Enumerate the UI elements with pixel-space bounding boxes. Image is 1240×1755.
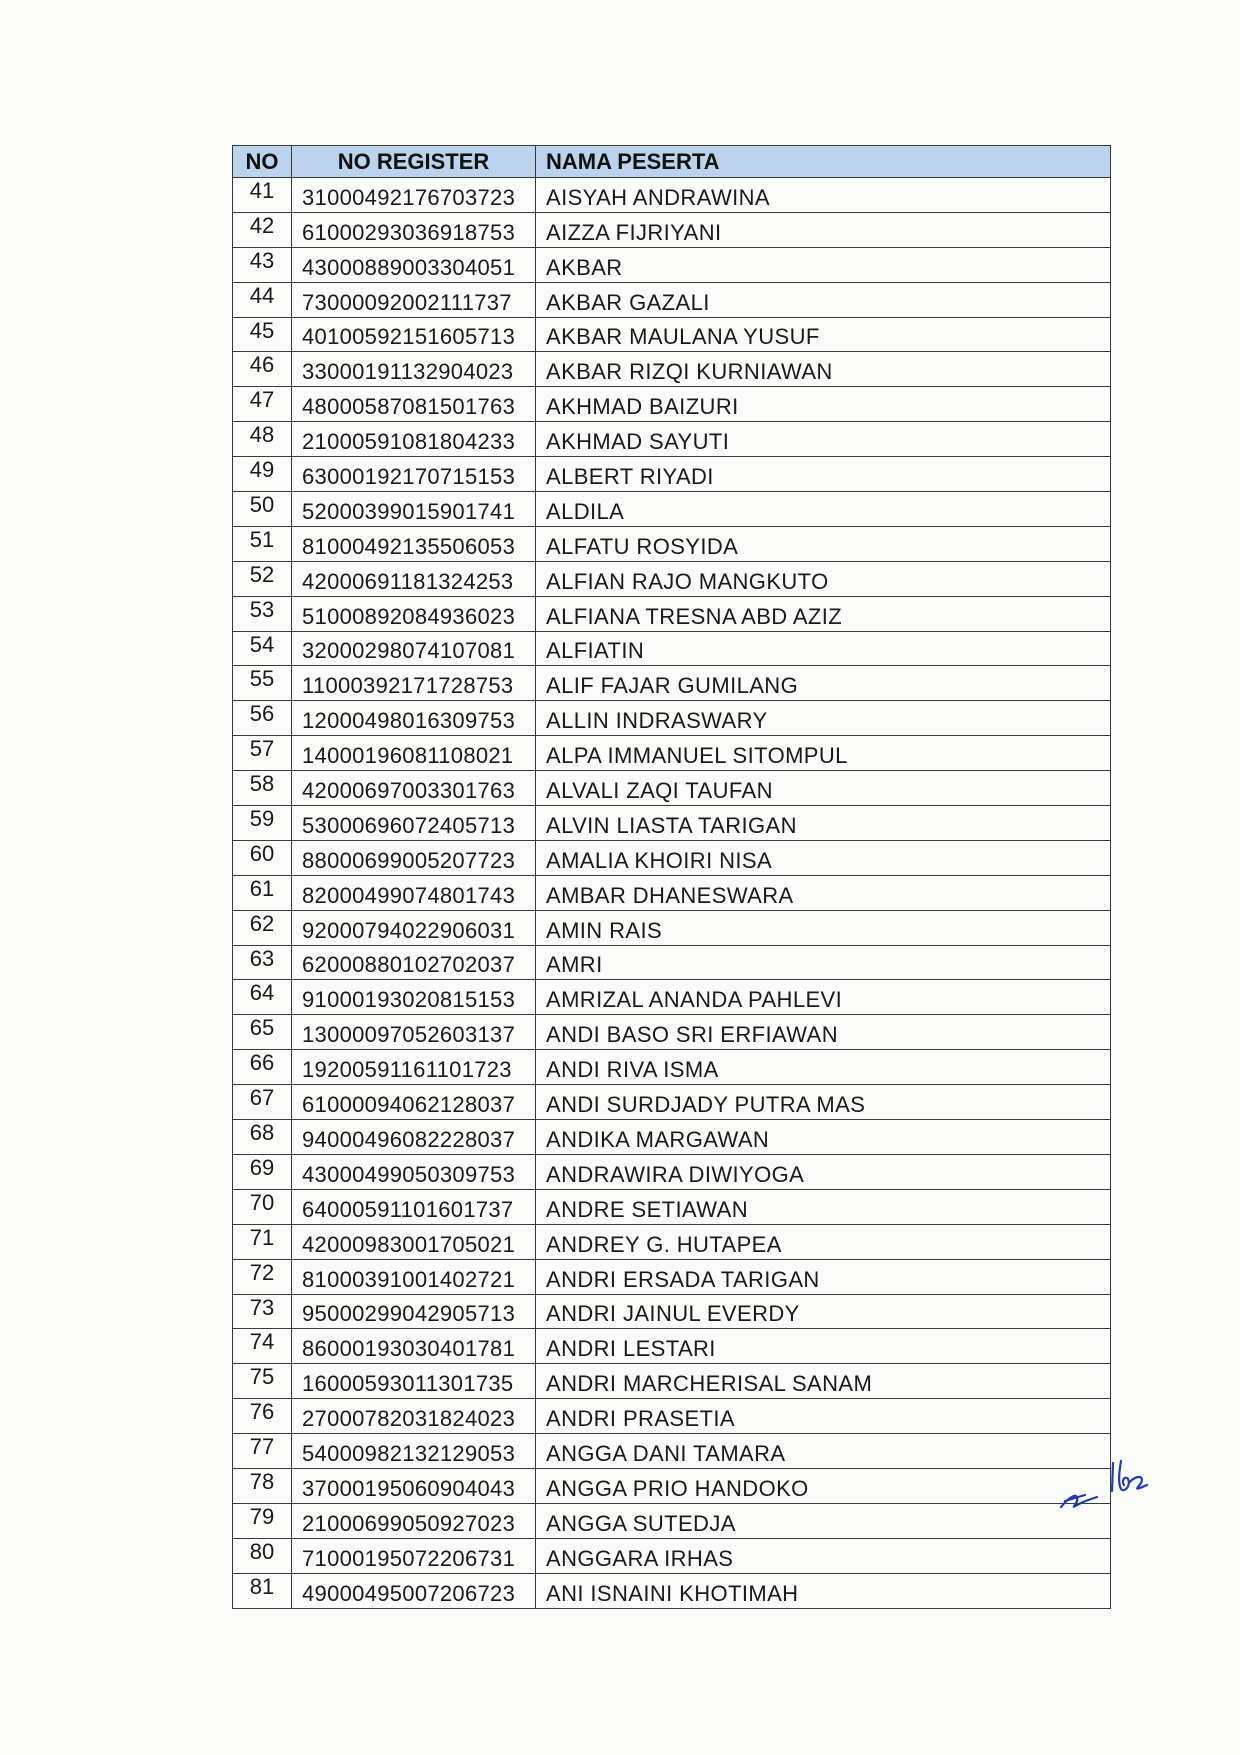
header-no: NO <box>233 146 292 178</box>
table-row <box>233 1120 1111 1155</box>
table-row <box>233 736 1111 771</box>
table-row <box>233 771 1111 806</box>
row-register: 43000889003304051 <box>292 247 536 282</box>
row-name: ANDRI ERSADA TARIGAN <box>536 1259 1111 1294</box>
table-row <box>233 1154 1111 1189</box>
row-no: 58 <box>233 771 292 806</box>
row-register: 37000195060904043 <box>292 1468 536 1503</box>
row-name: ALFIANA TRESNA ABD AZIZ <box>536 596 1111 631</box>
table-row <box>233 1224 1111 1259</box>
row-name: ANDRI PRASETIA <box>536 1399 1111 1434</box>
row-no: 43 <box>233 247 292 282</box>
row-no: 45 <box>233 317 292 352</box>
row-name: AMRI <box>536 945 1111 980</box>
row-no: 73 <box>233 1294 292 1329</box>
row-no: 80 <box>233 1538 292 1573</box>
table-row <box>233 631 1111 666</box>
row-name: ANDRI JAINUL EVERDY <box>536 1294 1111 1329</box>
row-name: AKBAR GAZALI <box>536 282 1111 317</box>
table-row <box>233 945 1111 980</box>
row-name: AKBAR MAULANA YUSUF <box>536 317 1111 352</box>
row-no: 60 <box>233 840 292 875</box>
table-row <box>233 1329 1111 1364</box>
row-no: 44 <box>233 282 292 317</box>
row-no: 46 <box>233 352 292 387</box>
row-register: 82000499074801743 <box>292 875 536 910</box>
row-no: 51 <box>233 526 292 561</box>
table-row <box>233 457 1111 492</box>
row-name: AMIN RAIS <box>536 910 1111 945</box>
row-no: 47 <box>233 387 292 422</box>
row-register: 54000982132129053 <box>292 1434 536 1469</box>
row-register: 91000193020815153 <box>292 980 536 1015</box>
table-row <box>233 492 1111 527</box>
row-register: 19200591161101723 <box>292 1050 536 1085</box>
row-register: 13000097052603137 <box>292 1015 536 1050</box>
table-row <box>233 1189 1111 1224</box>
row-no: 81 <box>233 1573 292 1608</box>
row-name: AMRIZAL ANANDA PAHLEVI <box>536 980 1111 1015</box>
table-row <box>233 596 1111 631</box>
row-register: 61000094062128037 <box>292 1085 536 1120</box>
table-row <box>233 1364 1111 1399</box>
row-register: 48000587081501763 <box>292 387 536 422</box>
header-name: NAMA PESERTA <box>536 146 1111 178</box>
row-name: ALFIATIN <box>536 631 1111 666</box>
table-row <box>233 980 1111 1015</box>
row-register: 42000983001705021 <box>292 1224 536 1259</box>
row-register: 42000691181324253 <box>292 561 536 596</box>
row-name: AMALIA KHOIRI NISA <box>536 840 1111 875</box>
row-register: 11000392171728753 <box>292 666 536 701</box>
row-name: ALFATU ROSYIDA <box>536 526 1111 561</box>
row-no: 56 <box>233 701 292 736</box>
row-register: 21000591081804233 <box>292 422 536 457</box>
row-register: 21000699050927023 <box>292 1503 536 1538</box>
row-name: AMBAR DHANESWARA <box>536 875 1111 910</box>
row-register: 12000498016309753 <box>292 701 536 736</box>
row-no: 75 <box>233 1364 292 1399</box>
row-no: 49 <box>233 457 292 492</box>
row-name: ANDI SURDJADY PUTRA MAS <box>536 1085 1111 1120</box>
row-register: 61000293036918753 <box>292 212 536 247</box>
row-register: 71000195072206731 <box>292 1538 536 1573</box>
table-row <box>233 1434 1111 1469</box>
row-register: 62000880102702037 <box>292 945 536 980</box>
row-register: 88000699005207723 <box>292 840 536 875</box>
row-name: ANDRAWIRA DIWIYOGA <box>536 1154 1111 1189</box>
row-no: 54 <box>233 631 292 666</box>
row-name: ANGGA SUTEDJA <box>536 1503 1111 1538</box>
row-name: ANGGA DANI TAMARA <box>536 1434 1111 1469</box>
table-row <box>233 1085 1111 1120</box>
row-name: ANGGARA IRHAS <box>536 1538 1111 1573</box>
row-name: ALDILA <box>536 492 1111 527</box>
row-no: 69 <box>233 1154 292 1189</box>
row-register: 53000696072405713 <box>292 806 536 841</box>
row-no: 59 <box>233 806 292 841</box>
table-row <box>233 282 1111 317</box>
row-register: 86000193030401781 <box>292 1329 536 1364</box>
row-no: 74 <box>233 1329 292 1364</box>
row-name: ANDRI MARCHERISAL SANAM <box>536 1364 1111 1399</box>
row-name: ANDREY G. HUTAPEA <box>536 1224 1111 1259</box>
table-row <box>233 317 1111 352</box>
table-row <box>233 422 1111 457</box>
row-register: 81000492135506053 <box>292 526 536 561</box>
table-row <box>233 247 1111 282</box>
row-register: 94000496082228037 <box>292 1120 536 1155</box>
row-name: AKHMAD SAYUTI <box>536 422 1111 457</box>
row-name: ANDI BASO SRI ERFIAWAN <box>536 1015 1111 1050</box>
row-no: 62 <box>233 910 292 945</box>
row-name: AKBAR <box>536 247 1111 282</box>
row-no: 52 <box>233 561 292 596</box>
row-no: 70 <box>233 1189 292 1224</box>
table-row <box>233 526 1111 561</box>
row-no: 42 <box>233 212 292 247</box>
table-row <box>233 1573 1111 1608</box>
row-name: ALBERT RIYADI <box>536 457 1111 492</box>
row-name: ANDIKA MARGAWAN <box>536 1120 1111 1155</box>
row-register: 95000299042905713 <box>292 1294 536 1329</box>
participant-table <box>232 145 1111 1609</box>
row-no: 61 <box>233 875 292 910</box>
table-row <box>233 1399 1111 1434</box>
row-register: 33000191132904023 <box>292 352 536 387</box>
table-row <box>233 561 1111 596</box>
table-row <box>233 1015 1111 1050</box>
row-register: 31000492176703723 <box>292 178 536 213</box>
row-register: 63000192170715153 <box>292 457 536 492</box>
row-name: ALFIAN RAJO MANGKUTO <box>536 561 1111 596</box>
row-no: 64 <box>233 980 292 1015</box>
table-row <box>233 701 1111 736</box>
table-row <box>233 352 1111 387</box>
row-name: ALVALI ZAQI TAUFAN <box>536 771 1111 806</box>
row-no: 48 <box>233 422 292 457</box>
row-no: 55 <box>233 666 292 701</box>
row-name: ANDRI LESTARI <box>536 1329 1111 1364</box>
row-no: 68 <box>233 1120 292 1155</box>
table-row <box>233 212 1111 247</box>
row-name: ALPA IMMANUEL SITOMPUL <box>536 736 1111 771</box>
row-register: 51000892084936023 <box>292 596 536 631</box>
row-no: 77 <box>233 1434 292 1469</box>
row-no: 78 <box>233 1468 292 1503</box>
row-no: 66 <box>233 1050 292 1085</box>
row-register: 64000591101601737 <box>292 1189 536 1224</box>
table-row <box>233 1468 1111 1503</box>
table-row <box>233 910 1111 945</box>
initials-signature <box>1055 1455 1155 1515</box>
row-register: 43000499050309753 <box>292 1154 536 1189</box>
row-name: AKBAR RIZQI KURNIAWAN <box>536 352 1111 387</box>
table-row <box>233 1538 1111 1573</box>
table-row <box>233 875 1111 910</box>
table-row <box>233 1259 1111 1294</box>
table-row <box>233 1050 1111 1085</box>
row-name: ALVIN LIASTA TARIGAN <box>536 806 1111 841</box>
row-no: 41 <box>233 178 292 213</box>
row-no: 71 <box>233 1224 292 1259</box>
table-row <box>233 1294 1111 1329</box>
row-name: ALLIN INDRASWARY <box>536 701 1111 736</box>
row-register: 81000391001402721 <box>292 1259 536 1294</box>
row-name: ANDRE SETIAWAN <box>536 1189 1111 1224</box>
row-no: 63 <box>233 945 292 980</box>
row-name: ANGGA PRIO HANDOKO <box>536 1468 1111 1503</box>
row-name: AISYAH ANDRAWINA <box>536 178 1111 213</box>
table-row <box>233 806 1111 841</box>
row-no: 65 <box>233 1015 292 1050</box>
table-row <box>233 1503 1111 1538</box>
row-no: 57 <box>233 736 292 771</box>
table-row <box>233 178 1111 213</box>
row-register: 42000697003301763 <box>292 771 536 806</box>
row-name: AIZZA FIJRIYANI <box>536 212 1111 247</box>
row-no: 76 <box>233 1399 292 1434</box>
row-no: 72 <box>233 1259 292 1294</box>
row-name: ANDI RIVA ISMA <box>536 1050 1111 1085</box>
row-register: 16000593011301735 <box>292 1364 536 1399</box>
row-register: 14000196081108021 <box>292 736 536 771</box>
header-register: NO REGISTER <box>292 146 536 178</box>
table-row <box>233 666 1111 701</box>
row-name: ANI ISNAINI KHOTIMAH <box>536 1573 1111 1608</box>
row-no: 50 <box>233 492 292 527</box>
row-name: ALIF FAJAR GUMILANG <box>536 666 1111 701</box>
row-register: 40100592151605713 <box>292 317 536 352</box>
table-body <box>233 178 1111 1609</box>
row-no: 53 <box>233 596 292 631</box>
table-row <box>233 387 1111 422</box>
row-no: 67 <box>233 1085 292 1120</box>
row-register: 49000495007206723 <box>292 1573 536 1608</box>
table-header-row <box>233 146 1111 178</box>
row-name: AKHMAD BAIZURI <box>536 387 1111 422</box>
row-no: 79 <box>233 1503 292 1538</box>
table-row <box>233 840 1111 875</box>
row-register: 52000399015901741 <box>292 492 536 527</box>
row-register: 27000782031824023 <box>292 1399 536 1434</box>
row-register: 92000794022906031 <box>292 910 536 945</box>
row-register: 32000298074107081 <box>292 631 536 666</box>
row-register: 73000092002111737 <box>292 282 536 317</box>
